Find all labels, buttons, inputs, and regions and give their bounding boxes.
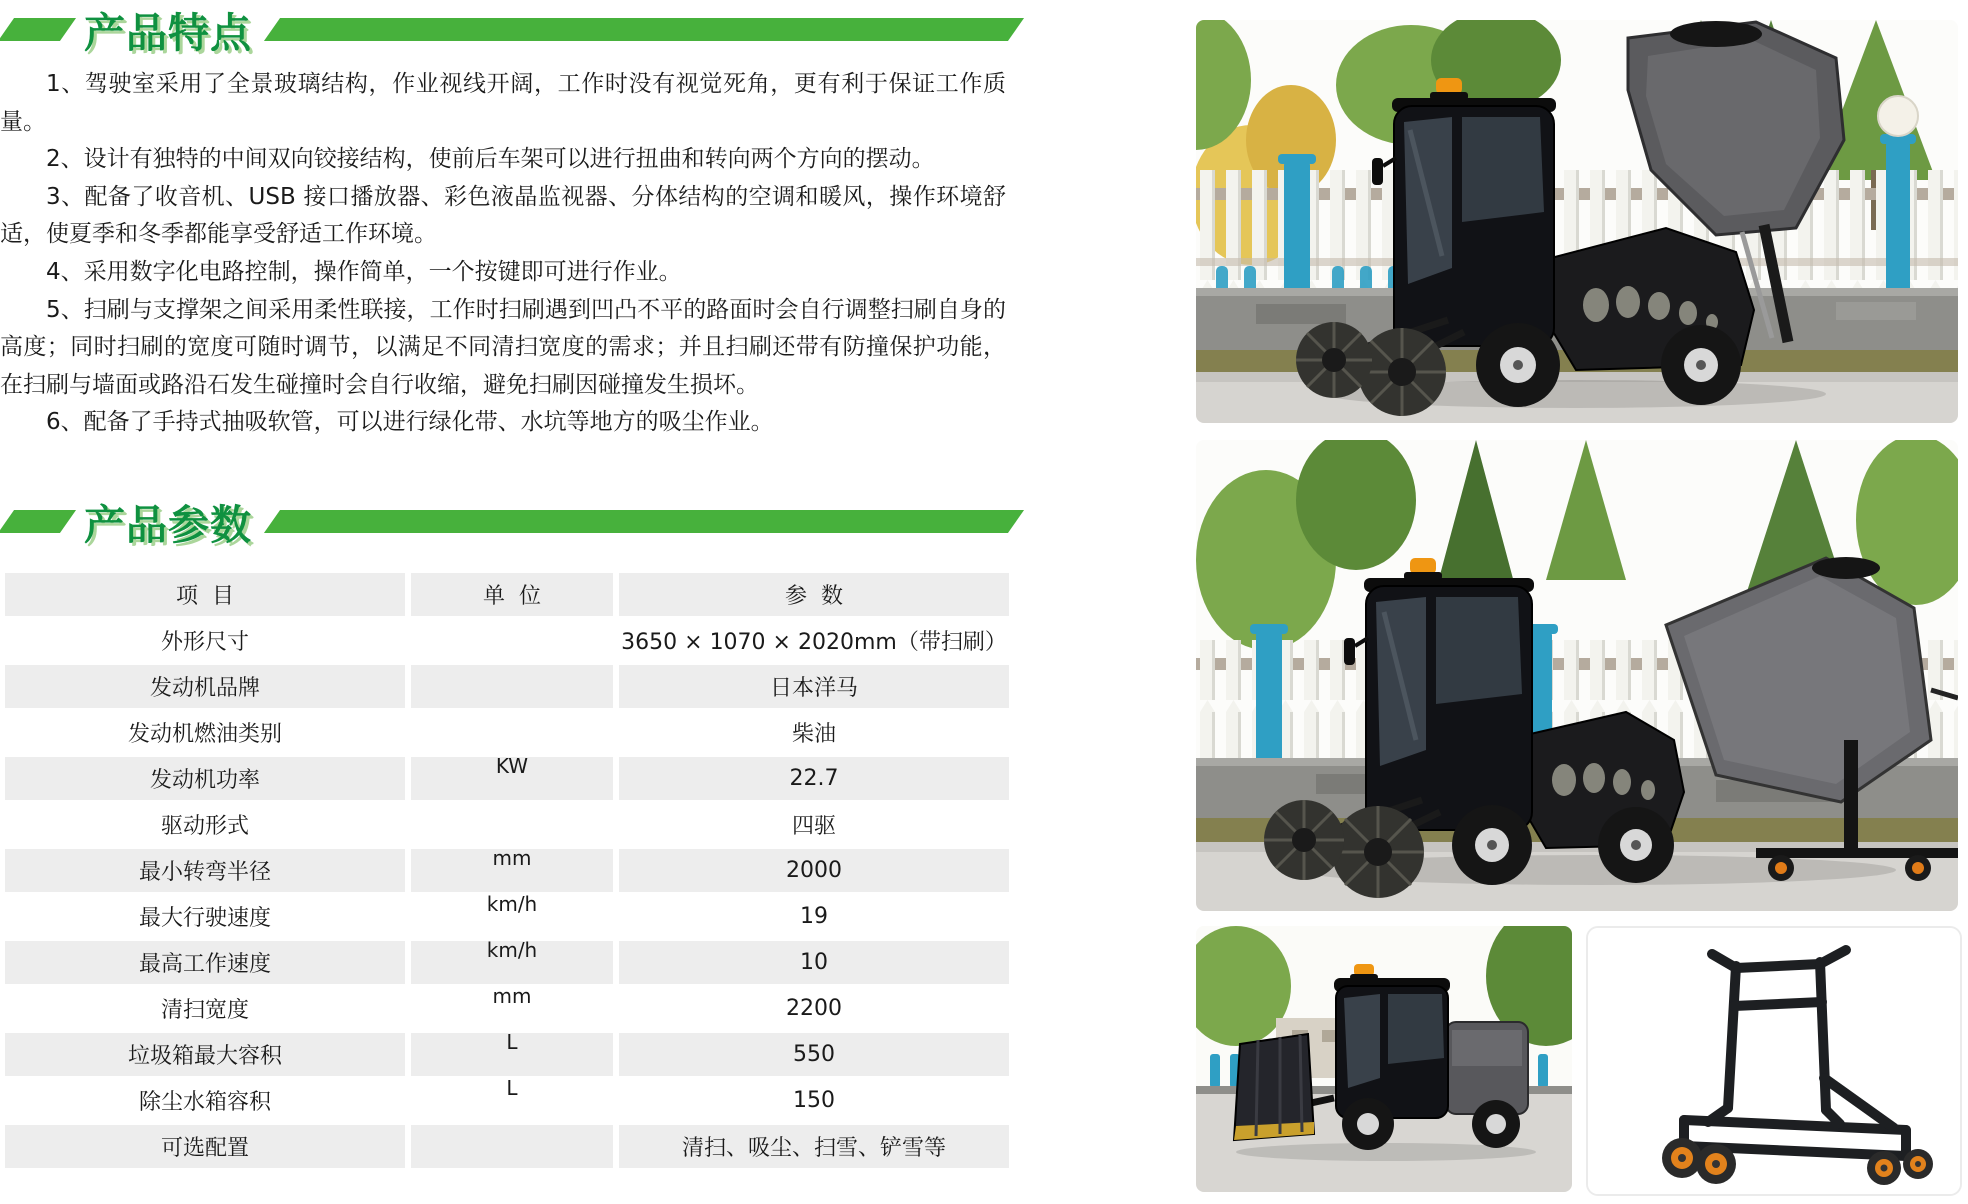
green-bar: [264, 18, 1024, 41]
table-row: [5, 757, 1009, 800]
param-unit-cell: [411, 711, 613, 754]
feature-item: 2、设计有独特的中间双向铰接结构，使前后车架可以进行扭曲和转向两个方向的摆动。: [46, 146, 935, 173]
column-header-item: 项 目: [5, 573, 405, 616]
param-item-cell: 发动机燃油类别: [5, 711, 405, 754]
table-row: [5, 619, 1009, 662]
param-value-cell: 3650 × 1070 × 2020mm（带扫刷）: [619, 619, 1009, 662]
param-item-cell: 驱动形式: [5, 803, 405, 846]
rear-wheel: [1661, 325, 1741, 405]
front-wheel: [1452, 805, 1532, 885]
param-item-cell: 外形尺寸: [5, 619, 405, 662]
table-row: [5, 1125, 1009, 1168]
brush: [1332, 806, 1424, 898]
param-item-cell: 清扫宽度: [5, 987, 405, 1030]
feature-item: 3、配备了收音机、USB 接口播放器、彩色液晶监视器、分体结构的空调和暖风，操作环境舒适，使夏季和冬季都能享受舒适工作环境。: [0, 183, 1006, 248]
parameters-title: 产品参数: [84, 501, 252, 549]
feature-item: 6、配备了手持式抽吸软管，可以进行绿化带、水坑等地方的吸尘作业。: [46, 409, 774, 436]
plow-blade: [1234, 1034, 1314, 1140]
photo-sweeper-snow-plow: [1196, 926, 1572, 1192]
param-unit-cell: L: [411, 1033, 613, 1076]
feature-item: 1、驾驶室采用了全景玻璃结构，作业视线开阔，工作时没有视觉死角，更有利于保证工作质量。: [0, 71, 1006, 135]
table-row: [5, 987, 1009, 1030]
brush: [1296, 322, 1372, 398]
param-value-cell: 150: [619, 1079, 1009, 1122]
green-lead-parallelogram: [0, 18, 76, 41]
table-row: [5, 1079, 1009, 1122]
param-value-cell: 550: [619, 1033, 1009, 1076]
photo-hopper-support-cart: [1586, 926, 1962, 1196]
param-unit-cell: [411, 1125, 613, 1168]
param-unit-cell: KW: [411, 757, 613, 800]
green-lead-parallelogram: [0, 510, 76, 533]
table-header-row: [5, 573, 1009, 616]
parameters-section-header: [0, 494, 1020, 548]
parameters-table: [0, 570, 1015, 1171]
table-row: [5, 941, 1009, 984]
brush: [1358, 328, 1446, 416]
table-row: [5, 1033, 1009, 1076]
param-unit-cell: [411, 665, 613, 708]
column-header-value: 参 数: [619, 573, 1009, 616]
param-unit-cell: km/h: [411, 941, 613, 984]
table-row: [5, 803, 1009, 846]
param-value-cell: 2200: [619, 987, 1009, 1030]
param-item-cell: 垃圾箱最大容积: [5, 1033, 405, 1076]
param-value-cell: 柴油: [619, 711, 1009, 754]
feature-item: 4、采用数字化电路控制，操作简单，一个按键即可进行作业。: [46, 258, 682, 285]
photo-sweeper-hopper-detached: [1196, 440, 1958, 911]
param-unit-cell: L: [411, 1079, 613, 1122]
param-item-cell: 最小转弯半径: [5, 849, 405, 892]
features-title: 产品特点: [84, 9, 252, 57]
param-unit-cell: [411, 803, 613, 846]
photo-sweeper-hopper-raised: [1196, 20, 1958, 423]
param-item-cell: 最大行驶速度: [5, 895, 405, 938]
param-item-cell: 可选配置: [5, 1125, 405, 1168]
param-item-cell: 最高工作速度: [5, 941, 405, 984]
parameters-table-wrap: [0, 570, 1015, 1171]
param-value-cell: 19: [619, 895, 1009, 938]
param-value-cell: 2000: [619, 849, 1009, 892]
param-value-cell: 10: [619, 941, 1009, 984]
param-item-cell: 除尘水箱容积: [5, 1079, 405, 1122]
rear-wheel: [1598, 807, 1674, 883]
param-unit-cell: km/h: [411, 895, 613, 938]
param-item-cell: 发动机功率: [5, 757, 405, 800]
features-list: [0, 66, 1006, 442]
brush: [1264, 800, 1344, 880]
table-row: [5, 711, 1009, 754]
column-header-unit: 单 位: [411, 573, 613, 616]
param-value-cell: 日本洋马: [619, 665, 1009, 708]
feature-item: 5、扫刷与支撑架之间采用柔性联接，工作时扫刷遇到凹凸不平的路面时会自行调整扫刷自身的高度；同时扫刷的宽度可随时调节，以满足不同清扫宽度的需求；并且扫刷还带有防撞保护功能，在扫刷与墙面或路沿石发生碰撞时会自行收缩，避免扫刷因碰撞发生损坏。: [0, 296, 1006, 398]
table-row: [5, 665, 1009, 708]
param-value-cell: 22.7: [619, 757, 1009, 800]
param-unit-cell: [411, 619, 613, 662]
param-value-cell: 清扫、吸尘、扫雪、铲雪等: [619, 1125, 1009, 1168]
table-row: [5, 849, 1009, 892]
param-value-cell: 四驱: [619, 803, 1009, 846]
features-section-header: [0, 2, 1020, 56]
table-row: [5, 895, 1009, 938]
param-item-cell: 发动机品牌: [5, 665, 405, 708]
param-unit-cell: mm: [411, 987, 613, 1030]
green-bar: [264, 510, 1024, 533]
rear-wheel: [1472, 1100, 1520, 1148]
front-wheel: [1476, 323, 1560, 407]
front-wheel: [1342, 1098, 1394, 1150]
param-unit-cell: mm: [411, 849, 613, 892]
